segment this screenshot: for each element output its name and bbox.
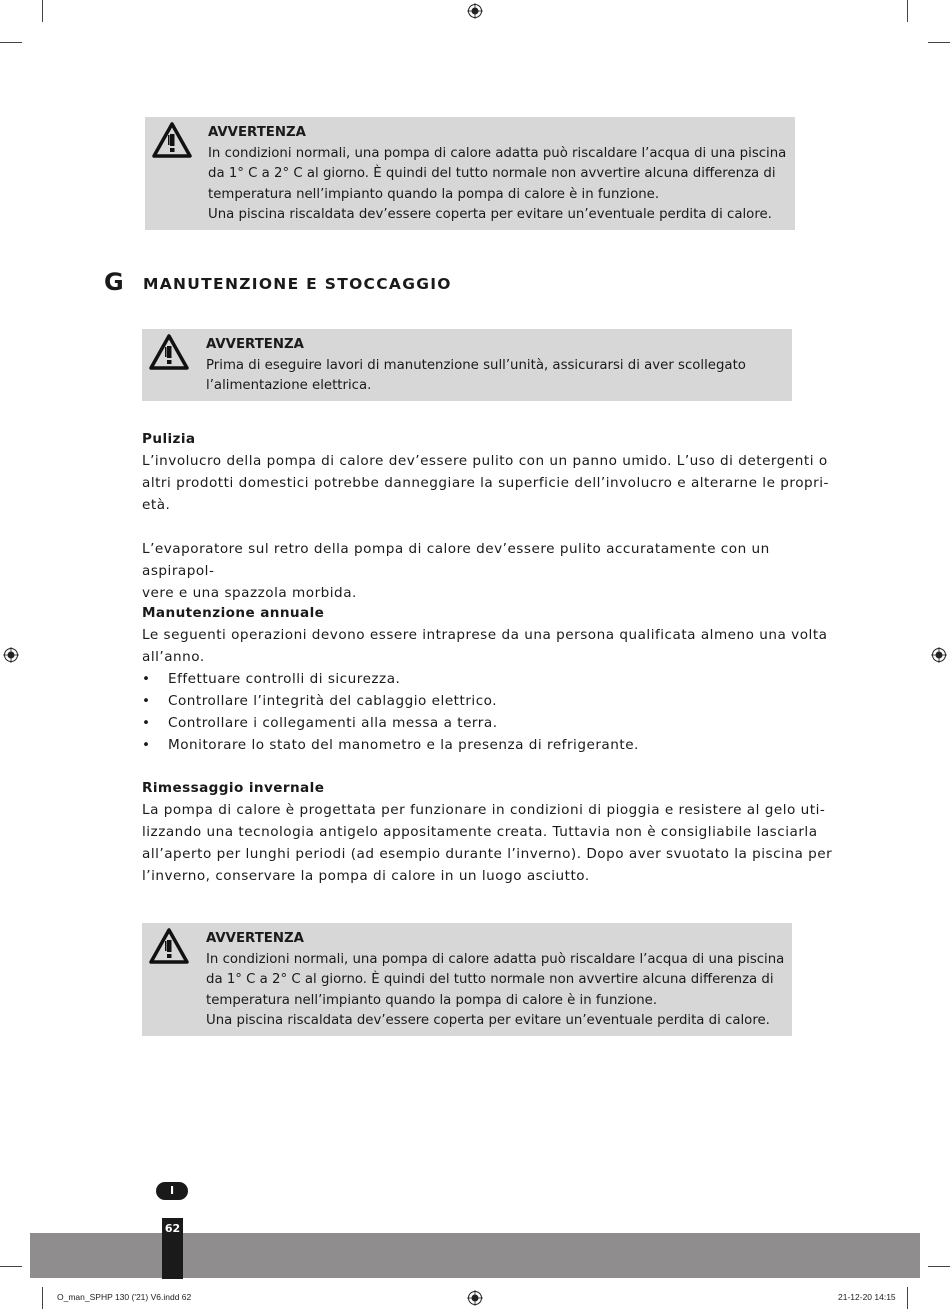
- crop-mark: [928, 42, 950, 43]
- warning-box-bottom: [142, 923, 792, 1036]
- crop-mark: [0, 1266, 22, 1267]
- paragraph-line: L’involucro della pompa di calore dev’essere pulito con un panno umido. L’uso di detergenti o: [142, 453, 828, 469]
- warning-box-maintenance: [142, 329, 792, 401]
- warning-box-top: [145, 117, 795, 230]
- paragraph-line: altri prodotti domestici potrebbe danneggiare la superficie dell’involucro e alterarne le propri-: [142, 475, 829, 491]
- bullet-icon: •: [142, 737, 151, 753]
- annual-heading: Manutenzione annuale: [142, 605, 325, 621]
- crop-mark: [907, 0, 908, 22]
- paragraph-line: vere e una spazzola morbida.: [142, 585, 357, 601]
- warning-line: l’alimentazione elettrica.: [206, 378, 372, 393]
- paragraph-line: all’anno.: [142, 649, 205, 665]
- print-slug-file: O_man_SPHP 130 ('21) V6.indd 62: [57, 1292, 192, 1302]
- paragraph-line: l’inverno, conservare la pompa di calore in un luogo asciutto.: [142, 868, 590, 884]
- registration-mark-icon: [467, 1290, 483, 1306]
- warning-line: temperatura nell’impianto quando la pompa di calore è in funzione.: [208, 186, 660, 202]
- list-item: • Controllare l’integrità del cablaggio elettrico.: [142, 690, 842, 712]
- warning-line: Una piscina riscaldata dev’essere coperta per evitare un’eventuale perdita di calore.: [208, 207, 772, 222]
- paragraph-line: La pompa di calore è progettata per funzionare in condizioni di pioggia e resistere al gelo uti-: [142, 802, 826, 818]
- bullet-icon: •: [142, 693, 151, 709]
- registration-mark-icon: [931, 647, 947, 663]
- warning-line: Una piscina riscaldata dev’essere coperta per evitare un’eventuale perdita di calore.: [206, 1013, 770, 1028]
- warning-line: temperatura nell’impianto quando la pompa di calore è in funzione.: [206, 992, 658, 1008]
- warning-line: In condizioni normali, una pompa di calore adatta può riscaldare l’acqua di una piscina: [206, 951, 785, 967]
- registration-mark-icon: [3, 647, 19, 663]
- warning-title: AVVERTENZA: [208, 125, 306, 140]
- winter-storage-section: [142, 777, 842, 887]
- annual-maintenance-section: [142, 602, 842, 756]
- paragraph-line: età.: [142, 497, 171, 513]
- crop-mark: [42, 0, 43, 22]
- warning-title: AVVERTENZA: [206, 337, 304, 352]
- page-number: 62: [162, 1218, 183, 1279]
- crop-mark: [42, 1287, 43, 1309]
- list-item: • Controllare i collegamenti alla messa a terra.: [142, 712, 842, 734]
- crop-mark: [928, 1266, 950, 1267]
- print-slug-date: 21-12-20 14:15: [838, 1292, 896, 1302]
- paragraph-line: all’aperto per lunghi periodi (ad esempio durante l’inverno). Dopo aver svuotato la piscina per: [142, 846, 833, 862]
- section-title: MANUTENZIONE E STOCCAGGIO: [143, 275, 452, 293]
- bullet-icon: •: [142, 671, 151, 687]
- warning-line: In condizioni normali, una pompa di calore adatta può riscaldare l’acqua di una piscina: [208, 145, 787, 161]
- warning-triangle-icon: [148, 333, 190, 371]
- paragraph-line: Le seguenti operazioni devono essere intraprese da una persona qualificata almeno una volta: [142, 627, 828, 643]
- list-item: • Effettuare controlli di sicurezza.: [142, 668, 842, 690]
- paragraph-line: lizzando una tecnologia antigelo appositamente creata. Tuttavia non è consigliabile lasciarla: [142, 824, 818, 840]
- paragraph-line: L’evaporatore sul retro della pompa di calore dev’essere pulito accuratamente con un aspirapol-: [142, 541, 770, 579]
- section-letter: G: [104, 268, 124, 296]
- crop-mark: [0, 42, 22, 43]
- bullet-icon: •: [142, 715, 151, 731]
- warning-triangle-icon: [148, 927, 190, 965]
- warning-line: Prima di eseguire lavori di manutenzione sull’unità, assicurarsi di aver scollegato: [206, 357, 746, 373]
- maintenance-checklist: [142, 668, 842, 756]
- list-item: • Monitorare lo stato del manometro e la presenza di refrigerante.: [142, 734, 842, 756]
- language-badge: I: [156, 1182, 188, 1200]
- warning-line: da 1° C a 2° C al giorno. È quindi del tutto normale non avvertire alcuna differenza di: [206, 972, 774, 987]
- cleaning-heading: Pulizia: [142, 431, 196, 447]
- warning-triangle-icon: [151, 121, 193, 159]
- winter-heading: Rimessaggio invernale: [142, 780, 325, 796]
- cleaning-section: [142, 428, 842, 604]
- warning-title: AVVERTENZA: [206, 931, 304, 946]
- crop-mark: [907, 1287, 908, 1309]
- warning-line: da 1° C a 2° C al giorno. È quindi del tutto normale non avvertire alcuna differenza di: [208, 166, 776, 181]
- registration-mark-icon: [467, 3, 483, 19]
